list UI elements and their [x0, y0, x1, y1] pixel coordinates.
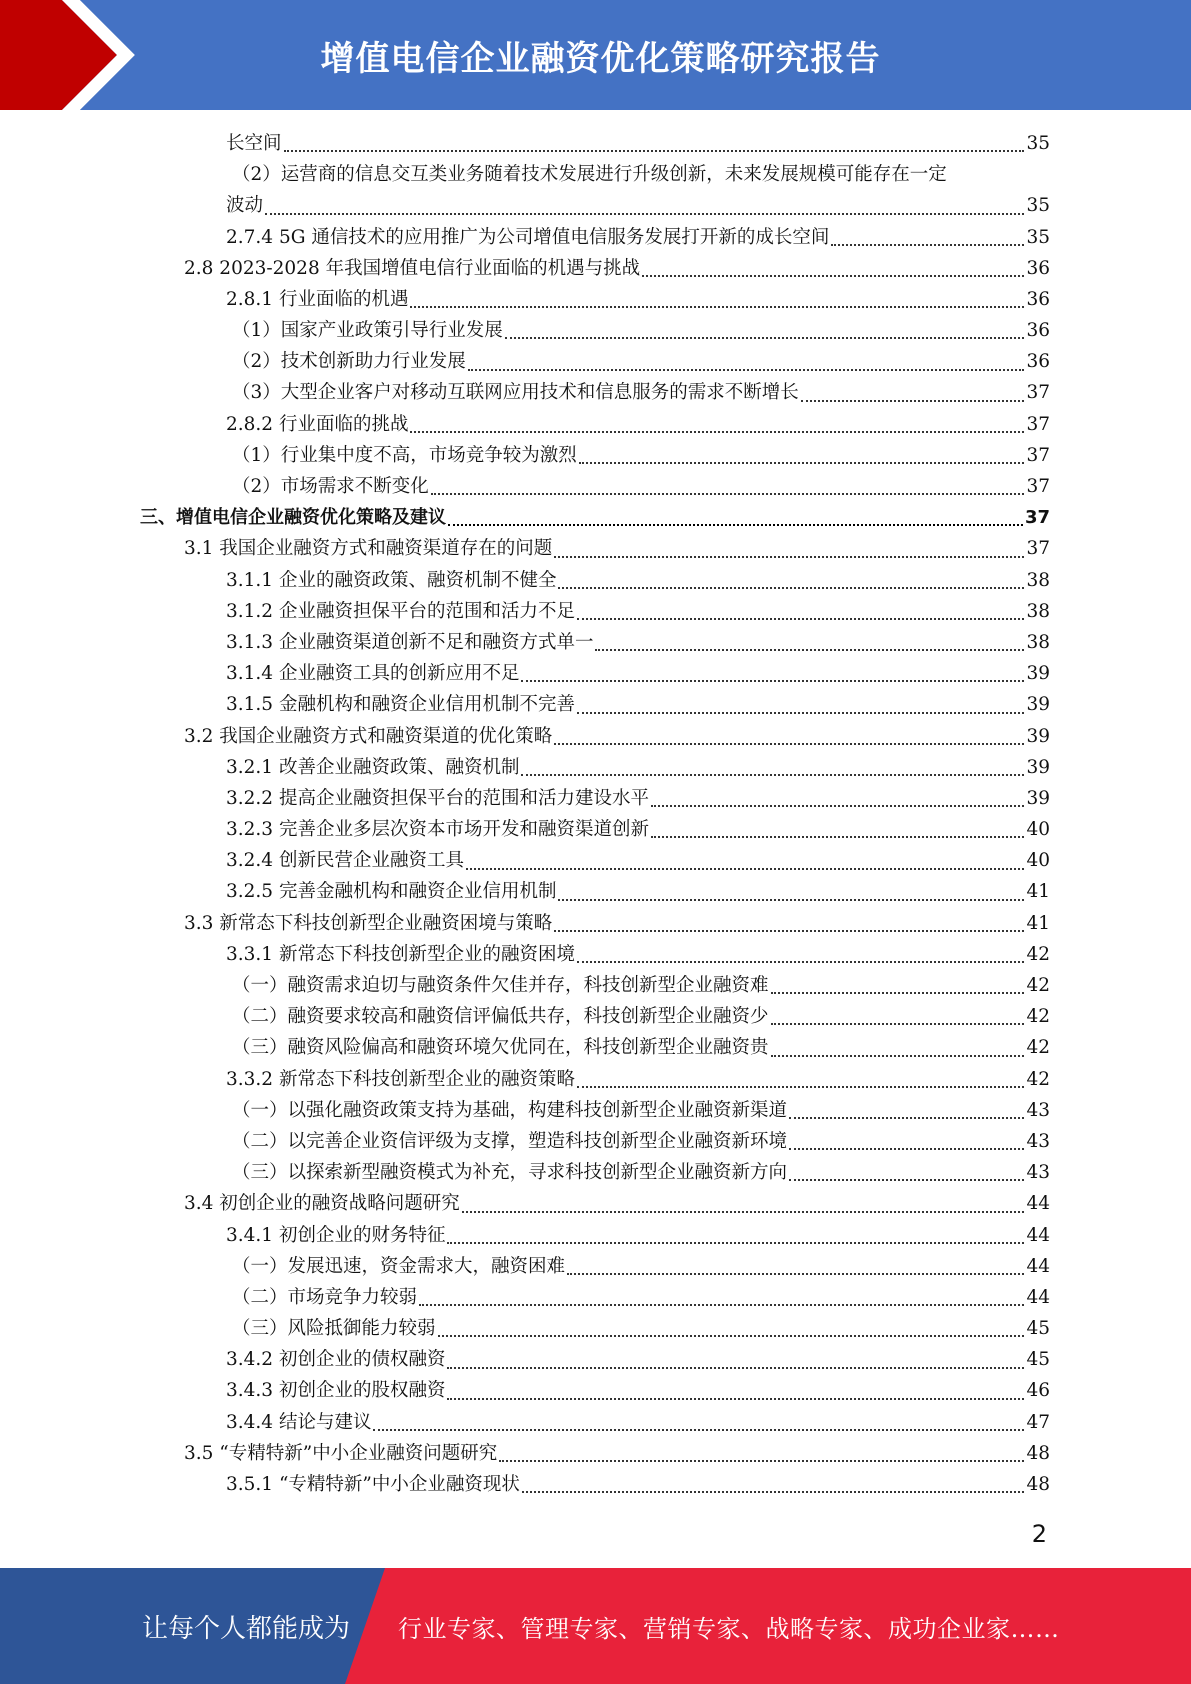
toc-leader-dots	[410, 431, 1024, 433]
toc-entry-page: 48	[1026, 1442, 1050, 1464]
toc-leader-dots	[448, 524, 1023, 526]
toc-entry-title: （一）发展迅速，资金需求大，融资困难	[232, 1255, 566, 1277]
toc-entry-title: 3.3.1 新常态下科技创新型企业的融资困境	[226, 943, 575, 965]
toc-leader-dots	[431, 493, 1025, 495]
toc-entry-page: 39	[1026, 756, 1050, 778]
toc-leader-dots	[651, 836, 1024, 838]
toc-entry-page: 42	[1026, 1068, 1050, 1090]
toc-entry[interactable]	[140, 502, 1050, 533]
toc-entry-title: 3.1.5 金融机构和融资企业信用机制不完善	[226, 694, 575, 716]
toc-leader-dots	[554, 743, 1024, 745]
toc-entry[interactable]	[140, 658, 1050, 689]
toc-entry-page: 37	[1026, 444, 1050, 466]
toc-entry-title: 3.1.4 企业融资工具的创新应用不足	[226, 663, 520, 685]
toc-entry[interactable]	[140, 1095, 1050, 1126]
toc-leader-dots	[771, 1023, 1025, 1025]
toc-entry-title: （三）以探索新型融资模式为补充，寻求科技创新型企业融资新方向	[232, 1162, 788, 1184]
toc-entry-title: 3.4.4 结论与建议	[226, 1411, 372, 1433]
toc-leader-dots	[789, 1148, 1024, 1150]
toc-entry-page: 37	[1024, 507, 1050, 529]
toc-leader-dots	[462, 1211, 1025, 1213]
toc-leader-dots	[466, 868, 1024, 870]
toc-entry-page: 47	[1026, 1411, 1050, 1433]
toc-entry[interactable]	[140, 783, 1050, 814]
toc-leader-dots	[558, 587, 1024, 589]
toc-entry-page: 46	[1026, 1380, 1050, 1402]
toc-entry[interactable]	[140, 128, 1050, 159]
toc-leader-dots	[577, 1086, 1024, 1088]
toc-entry-title: 3.3.2 新常态下科技创新型企业的融资策略	[226, 1068, 575, 1090]
toc-entry-page: 42	[1026, 943, 1050, 965]
toc-entry[interactable]	[140, 1438, 1050, 1469]
toc-leader-dots	[577, 961, 1024, 963]
toc-entry-page: 41	[1026, 881, 1050, 903]
toc-entry-title: 3.3 新常态下科技创新型企业融资困境与策略	[184, 912, 553, 934]
toc-entry-title: （二）融资要求较高和融资信评偏低共存，科技创新型企业融资少	[232, 1006, 769, 1028]
page-header	[0, 0, 1191, 110]
toc-leader-dots	[265, 213, 1024, 215]
toc-leader-dots	[789, 1179, 1024, 1181]
toc-entry-page: 38	[1026, 569, 1050, 591]
toc-entry-page: 39	[1026, 787, 1050, 809]
toc-entry-page: 44	[1026, 1193, 1050, 1215]
toc-entry-page: 37	[1026, 538, 1050, 560]
toc-leader-dots	[831, 244, 1024, 246]
header-arrow-graphic	[0, 0, 150, 110]
toc-entry-page: 43	[1026, 1130, 1050, 1152]
toc-entry-title: （1）行业集中度不高，市场竞争较为激烈	[232, 444, 577, 466]
toc-entry-title: （3）大型企业客户对移动互联网应用技术和信息服务的需求不断增长	[232, 382, 799, 404]
toc-entry-page: 37	[1026, 476, 1050, 498]
toc-entry-title: 3.4.1 初创企业的财务特征	[226, 1224, 446, 1246]
toc-entry[interactable]	[140, 814, 1050, 845]
document-title: 增值电信企业融资优化策略研究报告	[320, 38, 881, 79]
toc-entry-page: 43	[1026, 1099, 1050, 1121]
toc-entry[interactable]	[140, 939, 1050, 970]
toc-entry[interactable]	[140, 1469, 1050, 1500]
toc-entry-page: 44	[1026, 1255, 1050, 1277]
toc-entry-title: （2）市场需求不断变化	[232, 476, 429, 498]
toc-entry-title: 3.5 “专精特新”中小企业融资问题研究	[184, 1442, 498, 1464]
toc-entry[interactable]	[140, 721, 1050, 752]
toc-entry[interactable]	[140, 596, 1050, 627]
toc-entry-title: （一）融资需求迫切与融资条件欠佳并存，科技创新型企业融资难	[232, 975, 769, 997]
toc-entry-title: （2）运营商的信息交互类业务随着技术发展进行升级创新，未来发展规模可能存在一定	[232, 164, 947, 186]
toc-entry-title: 3.2.3 完善企业多层次资本市场开发和融资渠道创新	[226, 819, 649, 841]
toc-entry[interactable]	[140, 159, 1050, 190]
toc-leader-dots	[771, 992, 1025, 994]
toc-entry[interactable]	[140, 1313, 1050, 1344]
toc-entry-page: 39	[1026, 725, 1050, 747]
toc-leader-dots	[521, 774, 1024, 776]
toc-entry-title: 3.1 我国企业融资方式和融资渠道存在的问题	[184, 538, 553, 560]
toc-entry-title: 3.2.1 改善企业融资政策、融资机制	[226, 756, 520, 778]
toc-entry-title: 3.1.3 企业融资渠道创新不足和融资方式单一	[226, 631, 594, 653]
toc-entry[interactable]	[140, 190, 1050, 221]
toc-entry-page: 36	[1026, 288, 1050, 310]
toc-leader-dots	[447, 1367, 1024, 1369]
toc-leader-dots	[577, 712, 1024, 714]
footer-slogan-left: 让每个人都能成为	[142, 1613, 351, 1644]
toc-leader-dots	[373, 1429, 1024, 1431]
toc-leader-dots	[554, 930, 1024, 932]
toc-leader-dots	[419, 1304, 1024, 1306]
toc-entry[interactable]	[140, 409, 1050, 440]
toc-leader-dots	[284, 150, 1025, 152]
toc-entry-page: 37	[1026, 382, 1050, 404]
toc-entry-page: 37	[1026, 413, 1050, 435]
toc-entry-page: 36	[1026, 257, 1050, 279]
toc-entry-page: 35	[1026, 226, 1050, 248]
toc-entry[interactable]	[140, 1282, 1050, 1313]
toc-leader-dots	[522, 1491, 1025, 1493]
toc-leader-dots	[558, 899, 1024, 901]
toc-entry-page: 48	[1026, 1474, 1050, 1496]
toc-entry-title: 波动	[226, 195, 264, 217]
table-of-contents	[140, 128, 1050, 1500]
toc-leader-dots	[410, 306, 1024, 308]
toc-entry-title: （二）以完善企业资信评级为支撑，塑造科技创新型企业融资新环境	[232, 1130, 788, 1152]
toc-entry-title: 3.2.2 提高企业融资担保平台的范围和活力建设水平	[226, 787, 649, 809]
toc-leader-dots	[577, 618, 1024, 620]
toc-entry[interactable]	[140, 1407, 1050, 1438]
toc-entry-title: 3.2 我国企业融资方式和融资渠道的优化策略	[184, 725, 553, 747]
toc-leader-dots	[438, 1335, 1025, 1337]
toc-entry[interactable]	[140, 222, 1050, 253]
toc-entry[interactable]	[140, 845, 1050, 876]
toc-leader-dots	[447, 1398, 1024, 1400]
toc-entry[interactable]	[140, 378, 1050, 409]
toc-entry[interactable]	[140, 1064, 1050, 1095]
toc-entry-title: （二）市场竞争力较弱	[232, 1286, 418, 1308]
toc-leader-dots	[468, 369, 1025, 371]
toc-entry[interactable]	[140, 752, 1050, 783]
toc-entry-title: 3.1.1 企业的融资政策、融资机制不健全	[226, 569, 557, 591]
toc-entry-title: 3.4.3 初创企业的股权融资	[226, 1380, 446, 1402]
toc-entry[interactable]	[140, 1220, 1050, 1251]
toc-entry-title: 3.4 初创企业的融资战略问题研究	[184, 1193, 460, 1215]
toc-leader-dots	[595, 649, 1024, 651]
toc-entry-title: （一）以强化融资政策支持为基础，构建科技创新型企业融资新渠道	[232, 1099, 788, 1121]
toc-entry-page: 44	[1026, 1224, 1050, 1246]
toc-entry-page: 42	[1026, 975, 1050, 997]
toc-entry-title: （2）技术创新助力行业发展	[232, 351, 466, 373]
toc-entry[interactable]	[140, 315, 1050, 346]
toc-entry-title: （三）融资风险偏高和融资环境欠优同在，科技创新型企业融资贵	[232, 1037, 769, 1059]
toc-entry-page: 44	[1026, 1286, 1050, 1308]
toc-entry-page: 42	[1026, 1037, 1050, 1059]
toc-entry-page: 39	[1026, 663, 1050, 685]
toc-entry-page: 36	[1026, 320, 1050, 342]
toc-leader-dots	[499, 1460, 1024, 1462]
toc-leader-dots	[447, 1242, 1024, 1244]
toc-entry[interactable]	[140, 1157, 1050, 1188]
toc-entry-title: 2.8 2023-2028 年我国增值电信行业面临的机遇与挑战	[184, 257, 641, 279]
page-footer	[0, 1568, 1191, 1684]
toc-entry[interactable]	[140, 533, 1050, 564]
toc-entry[interactable]	[140, 1188, 1050, 1219]
toc-entry[interactable]	[140, 1344, 1050, 1375]
toc-entry-page: 39	[1026, 694, 1050, 716]
toc-entry-title: 2.7.4 5G 通信技术的应用推广为公司增值电信服务发展打开新的成长空间	[226, 226, 830, 248]
toc-entry-page: 36	[1026, 351, 1050, 373]
toc-entry-title: 3.4.2 初创企业的债权融资	[226, 1349, 446, 1371]
toc-entry[interactable]	[140, 346, 1050, 377]
toc-entry-title: 长空间	[226, 132, 282, 154]
toc-entry-title: 3.2.4 创新民营企业融资工具	[226, 850, 464, 872]
toc-entry[interactable]	[140, 1251, 1050, 1282]
toc-entry[interactable]	[140, 1032, 1050, 1063]
toc-entry-page: 45	[1026, 1318, 1050, 1340]
toc-entry[interactable]	[140, 1001, 1050, 1032]
toc-leader-dots	[567, 1273, 1024, 1275]
footer-slogan-right: 行业专家、管理专家、营销专家、战略专家、成功企业家……	[398, 1614, 1060, 1643]
toc-entry-page: 40	[1026, 850, 1050, 872]
toc-leader-dots	[642, 275, 1024, 277]
toc-entry-page: 45	[1026, 1349, 1050, 1371]
toc-leader-dots	[651, 805, 1024, 807]
toc-entry[interactable]	[140, 908, 1050, 939]
toc-entry-title: 2.8.2 行业面临的挑战	[226, 413, 409, 435]
toc-entry-title: （1）国家产业政策引导行业发展	[232, 320, 503, 342]
toc-entry-page: 42	[1026, 1006, 1050, 1028]
toc-entry[interactable]	[140, 471, 1050, 502]
toc-entry[interactable]	[140, 1376, 1050, 1407]
toc-leader-dots	[801, 400, 1025, 402]
toc-leader-dots	[521, 680, 1024, 682]
toc-entry[interactable]	[140, 565, 1050, 596]
toc-entry-page: 40	[1026, 819, 1050, 841]
toc-entry-page: 43	[1026, 1162, 1050, 1184]
toc-entry-title: （三）风险抵御能力较弱	[232, 1318, 436, 1340]
toc-entry[interactable]	[140, 627, 1050, 658]
toc-entry[interactable]	[140, 970, 1050, 1001]
toc-entry-page: 38	[1026, 631, 1050, 653]
toc-leader-dots	[789, 1117, 1024, 1119]
page-number: 2	[1031, 1520, 1047, 1548]
toc-entry[interactable]	[140, 877, 1050, 908]
toc-entry[interactable]	[140, 440, 1050, 471]
toc-entry-title: 3.1.2 企业融资担保平台的范围和活力不足	[226, 600, 575, 622]
toc-leader-dots	[554, 556, 1024, 558]
toc-entry[interactable]	[140, 1126, 1050, 1157]
toc-entry-page: 35	[1026, 195, 1050, 217]
toc-entry[interactable]	[140, 689, 1050, 720]
toc-entry-title: 2.8.1 行业面临的机遇	[226, 288, 409, 310]
toc-entry-title: 3.2.5 完善金融机构和融资企业信用机制	[226, 881, 557, 903]
toc-entry-title: 3.5.1 “专精特新”中小企业融资现状	[226, 1474, 520, 1496]
toc-entry[interactable]	[140, 253, 1050, 284]
toc-entry-page: 41	[1026, 912, 1050, 934]
toc-leader-dots	[505, 337, 1025, 339]
toc-entry-page: 35	[1026, 132, 1050, 154]
toc-leader-dots	[771, 1055, 1025, 1057]
toc-leader-dots	[579, 462, 1025, 464]
toc-entry-page: 38	[1026, 600, 1050, 622]
toc-entry[interactable]	[140, 284, 1050, 315]
toc-entry-title: 三、增值电信企业融资优化策略及建议	[140, 507, 446, 529]
